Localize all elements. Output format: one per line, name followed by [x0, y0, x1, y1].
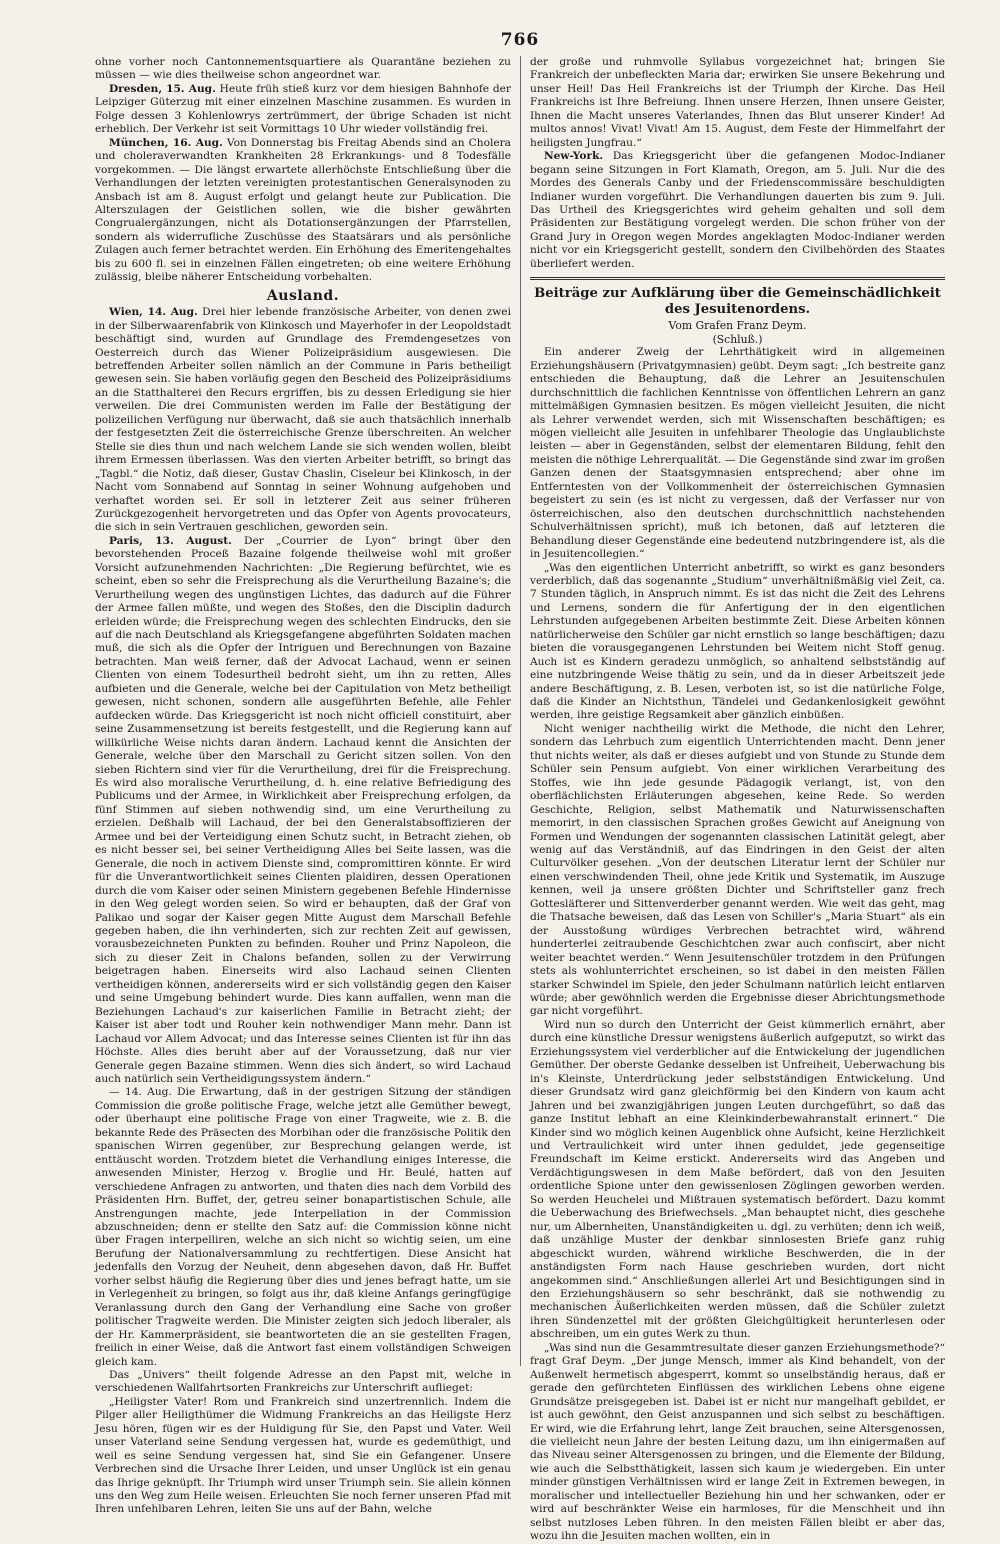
- news-item-univers: Das „Univers“ theilt folgende Adresse an den Papst mit, welche in verschiedenen Wallfahrtsorten Frankreichs zur Unterschrift auflieget:: [95, 1368, 511, 1395]
- page-number: 766: [500, 30, 540, 50]
- left-column: [95, 56, 520, 1516]
- article-author: Vom Grafen Franz Deym.: [668, 319, 807, 333]
- news-item-muenchen: [95, 137, 511, 285]
- news-item-paris-14: — 14. Aug. Die Erwartung, daß in der gestrigen Sitzung der ständigen Commission die große politische Frage, welche jetzt alle Gemüther bewegt, oder überhaupt eine politische Frage von einer Tragweite, wie z. B. die bekannte Rede des Präsecten des Morbihan oder die französische Politik den spanischen Wirren gegenüber, zur Besprechung gelangen werde, ist enttäuscht worden. Trotzdem bietet die Verhandlung einiges Interesse, die anwesenden Minister, Herzog v. Broglie und Hr. Beulé, hatten auf verschiedene Anfragen zu antworten, und thaten dies nach dem Vorbild des Präsidenten Hrn. Buffet, der, getreu seiner bonapartistischen Schule, alle Anstrengungen machte, jede Interpellation in der Commission abzuschneiden; denn er stellte den Satz auf: die Commission könne nicht über Fragen interpelliren, welche an sich nicht so wichtig seien, um eine Berufung der Nationalversammlung zu rechtfertigen. Diese Ansicht hat jedenfalls den Vorzug der Neuheit, denn abgesehen davon, daß Hr. Buffet vorher selbst häufig die Regierung über dies und jenes befragt hatte, um sie in Verlegenheit zu bringen, so folgt aus ihr, daß kleine Anfangs geringfügige Veranlassung durch den Gang der Verhandlung eine Sache von großer politischer Tragweite werden. Die Minister zeigten sich jedoch liberaler, als der Hr. Kammerpräsident, sie beantworteten die an sie gestellten Fragen, freilich in einer Weise, daß die Antwort fast einem vollständigen Schweigen gleich kam.: [95, 1086, 511, 1368]
- section-heading-ausland: Ausland.: [266, 287, 340, 304]
- dateline-wien: Wien, 14. Aug.: [109, 306, 198, 319]
- news-text-dresden: Heute früh stieß kurz vor dem hiesigen Bahnhofe der Leipziger Güterzug mit einer einzelnen Maschine zusammen. Es wurden in Folge dessen 3 Kohlenlowrys zertrümmert, der übrige Schaden ist nicht erheblich. Der Verkehr ist seit Vormittags 10 Uhr wieder vollständig frei.: [95, 82, 511, 136]
- article-paragraph: Wird nun so durch den Unterricht der Geist kümmerlich ernährt, aber durch eine künstliche Dressur wenigstens äußerlich aufgeputzt, so wirkt das Erziehungssystem viel verderblicher auf die Entwickelung der jugendlichen Gemüther. Der oberste Gedanke desselben ist Unfreiheit, Ueberwachung bis in's Kleinste, Unterdrückung jeder selbstständigen Entwickelung. Und dieser Grundsatz wird ganz gleichförmig bei den Kindern von kaum acht Jahren und bei zwanzigjährigen jungen Leuten durchgeführt, so daß das ganze Institut lebhaft an eine Kleinkinderbewahranstalt erinnert.“ Die Kinder sind wo möglich keinen Augenblick ohne Aufsicht, keine Herzlichkeit und Vertraulichkeit wird unter ihnen geduldet, jede gegenseitige Freundschaft im Keime erstickt. Andererseits wird das Angeben und Verdächtigungswesen in dem Maße befördert, daß von den Jesuiten ordentliche Spione unter den gewissenlosen Zöglingen geworben werden. So werden Heuchelei und Mißtrauen systematisch befördert. Dazu kommt die Ueberwachung des Briefwechsels. „Man behauptet nicht, dies geschehe nur, um Albernheiten, Unanständigkeiten u. dgl. zu verhüten; denn ich weiß, daß unzählige Muster der denkbar sinnlosesten Briefe ganz ruhig abgeschickt wurden, während wirkliche Beschwerden, die in der anständigsten Form nach Hause geschrieben wurden, dort nicht angekommen sind.“ Anschließungen allerlei Art und Besichtigungen sind in den Erziehungshäusern so sehr beschränkt, daß sie nothwendig zu mechanischen Äußerlichkeiten werden müssen, daß die Schüler zuletzt ihren Sündenzettel mit der größten Gleichgültigkeit herunterlesen oder abschreiben, um ein gutes Werk zu thun.: [530, 1018, 945, 1341]
- address-to-pope: „Heiligster Vater! Rom und Frankreich sind unzertrennlich. Indem die Pilger aller Heiligthümer die Widmung Frankreichs an das Heiligste Herz Jesu hören, fügen wir es der Huldigung für Sie, den Papst und Vater. Weil unser Vaterland seine Sendung vergessen hat, wurde es gedemüthigt, und weil es seine Sendung vergessen hat, sind Sie ein Gefangener. Unsere Verbrechen sind die Ursache Ihrer Leiden, und unser Unglück ist ein genau das Ihrige geknüpft. Ihr Triumph wird unser Triumph sein. Sie allein können uns den Weg zum Heile weisen. Erleuchten Sie noch ferner unseren Pfad mit Ihren unfehlbaren Lehren, leiten Sie uns auf der Bahn, welche: [95, 1395, 511, 1516]
- section-divider: [530, 277, 945, 280]
- text-columns: [95, 56, 945, 1543]
- continued-paragraph: ohne vorher noch Cantonnementsquartiere als Quarantäne beziehen zu müssen — wie dies theilweise schon angeordnet war.: [95, 56, 511, 82]
- right-column: [520, 56, 945, 1543]
- news-item-newyork: [530, 150, 945, 271]
- news-text-muenchen: Von Donnerstag bis Freitag Abends sind an Cholera und choleraverwandten Krankheiten 28 Erkrankungs- und 8 Todesfälle vorgekommen. — Die längst erwartete allerhöchste Entschließung über die Verhandlungen der letzten vereinigten protestantischen Generalsynoden zu Ansbach ist am 8. August erfolgt und gelangt heute zur Publication. Die Alterszulagen der Geistlichen sollen, wie die bisher gewährten Congrualergänzungen, nicht als Dotationsergänzungen der Pfarrstellen, sondern als widerrufliche Zuschüsse des Staatsärars und als persönliche Zulagen auch ferner betrachtet werden. Ein Erhöhung des Emeritengehaltes bis zu 600 fl. sei in einzelnen Fällen eingetreten; ob eine weitere Erhöhung zulässig, bleibe näherer Entscheidung vorbehalten.: [95, 136, 512, 284]
- news-item-wien: [95, 306, 511, 535]
- dateline-dresden: Dresden, 15. Aug.: [109, 82, 216, 95]
- article-note: (Schluß.): [712, 332, 763, 346]
- article-paragraph: Ein anderer Zweig der Lehrthätigkeit wird in allgemeinen Erziehungshäusern (Privatgymnasien) geübt. Deym sagt: „Ich bestreite ganz entschieden die Behauptung, daß die Lehrer an Jesuitenschulen durchschnittlich die fachlichen Kenntnisse von öffentlichen Lehrern an ganz mittelmäßigen Gymnasien besitzen. Es mögen vielleicht Jesuiten, die nicht als Lehrer verwendet werden, sich mit Wissenschaften beschäftigen; es mögen vielleicht alle Jesuiten in unfehlbarer Theologie das Unglaublichste leisten — aber in Gegenständen, selbst der elementaren Bildung, fehlt den meisten die nöthige Lehrerqualität. — Die Gegenstände sind zwar im großen Ganzen denen der Staatsgymnasien entsprechend; aber ohne im Entferntesten von der Vollkommenheit der österreichischen Gymnasien begeistert zu sein (es ist nicht zu vergessen, daß der Verfasser nur von österreichischen, also den deutschen durchschnittlich nachstehenden Schulverhältnissen spricht), muß ich betonen, daß auf letzteren die Behandlung dieser Gegenstände eine bedeutend nutzbringendere ist, als die in Jesuitencollegien.“: [530, 346, 945, 561]
- news-item-dresden: [95, 83, 511, 137]
- article-paragraph: „Was den eigentlichen Unterricht anbetrifft, so wirkt es ganz besonders verderblich, daß das sogenannte „Studium“ unverhältnißmäßig viel Zeit, ca. 7 Stunden täglich, in Anspruch nimmt. Es ist das nicht die Zeit des Lehrens und Lernens, sondern die für Anfertigung der in den eigentlichen Lehrstunden aufgegebenen Arbeiten bestimmte Zeit. Diese Arbeiten können natürlicherweise den Schüler gar nicht ernstlich so lange beschäftigen; dazu bieten die vorausgegangenen Lehrstunden bei Weitem nicht Stoff genug. Auch ist es Kindern geradezu unmöglich, so anhaltend selbstständig auf eine nutzbringende Weise thätig zu sein, und da in dieser Arbeitszeit jede andere Beschäftigung, z. B. Lesen, verboten ist, so ist die natürliche Folge, daß die Kinder an Nichtsthun, Tändelei und Gedankenlosigkeit gewöhnt werden, ihre geistige Regsamkeit aber gänzlich einbüßen.: [530, 561, 945, 722]
- article-paragraph: „Was sind nun die Gesammtresultate dieser ganzen Erziehungsmethode?“ fragt Graf Deym. „Der junge Mensch, immer als Kind behandelt, von der Außenwelt hermetisch abgesperrt, kommt so unselbständig heraus, daß er gerade den gefürchteten Einflüssen des wirklichen Lebens ohne eigene Grundsätze preisgegeben ist. Dabei ist er nicht nur mangelhaft gebildet, er ist auch gewöhnt, den Geist anzuspannen und sich selbst zu beschäftigen. Er wird, wie die Erfahrung lehrt, lange Zeit brauchen, seine Altersgenossen, die vielleicht neun Jahre der besten Leitung dazu, um ihn einigermaßen auf das Niveau seiner Altersgenossen zu bringen, und die Elemente der Bildung, wie auch die Selbstthätigkeit, lassen sich kaum je wiedergeben. Ein unter minder günstigen Verhältnissen wird er lange Zeit in Extremen bewegen, in moralischer und intellectueller Beziehung hin und her schwanken, oder er wird auf beschränkter Weise ein harmloses, für die Menschheit und ihn selbst nutzloses Leben führen. In den meisten Fällen bleibt er aber das, wozu ihn die Jesuiten machen wollten, ein in: [530, 1341, 945, 1543]
- dateline-muenchen: München, 16. Aug.: [109, 136, 223, 149]
- news-text-wien: Drei hier lebende französische Arbeiter, von denen zwei in der Silberwaarenfabrik von Klinkosch und Mayerhofer in der Leopoldstadt beschäftigt sind, wurden auf Grundlage des Fremdengesetzes von Oesterreich durch das Wiener Polizeipräsidium ausgewiesen. Die betreffenden Arbeiter sollen nämlich an der Commune in Paris betheiligt gewesen sein. Sie haben vorläufig gegen den Bescheid des Polizeipräsidiums an die Statthalterei den Recurs ergriffen, bis zu dessen Erledigung sie hier verweilen. Die drei Communisten werden im Falle der Bestätigung der polizeilichen Verfügung nur überwacht, daß sie auch thatsächlich innerhalb der festgesetzten Zeit die österreichische Grenze überschreiten. An welcher Stelle sie dies thun und nach welchem Lande sie sich wenden wollen, bleibt ihrem Ermessen überlassen. Was den vierten Arbeiter betrifft, so bringt das „Tagbl.“ die Notiz, daß dieser, Gustav Chaslin, Ciseleur bei Klinkosch, in der Nacht vom Sonnabend auf Sonntag in seiner Wohnung aufgehoben und verhaftet worden sei. Er soll in letzterer Zeit aus seiner früheren Zurückgezogenheit hervorgetreten und das Opfer von Agents provocateurs, die sich in sein Vertrauen geschlichen, geworden sein.: [95, 306, 511, 534]
- news-item-paris: [95, 535, 511, 1087]
- article-paragraph: Nicht weniger nachtheilig wirkt die Methode, die nicht den Lehrer, sondern das Lehrbuch zum eigentlich Unterrichtenden macht. Denn jener thut nichts weiter, als daß er dieses aufgiebt und von Stunde zu Stunde dem Schüler sein Pensum aufgiebt. Von einer wirklichen Verarbeitung des Stoffes, wie ihn jede gesunde Pädagogik verlangt, ist, von den oberflächlichsten Erläuterungen abgesehen, keine Rede. So werden Geschichte, Religion, selbst Mathematik und Naturwissenschaften memorirt, in den classischen Sprachen großes Gewicht auf Aneignung von Formen und Wendungen der sogenannten classischen Latinität gelegt, aber wenig auf das Verständniß, auf das Eindringen in den Geist der alten Culturvölker gesehen. „Von der deutschen Literatur lernt der Schüler nur einen verschwindenden Theil, ohne jede Kritik und Systematik, im Auszuge kennen, weil ja unsere größten Dichter und Schriftsteller ganz frech Gottesläfterer und Sittenverderber genannt werden. Wie weit das geht, mag die Thatsache beweisen, daß das Lesen von Schiller's „Maria Stuart“ als ein der Ausstoßung würdiges Verbrechen betrachtet wird, während hunderterlei zeitraubende Geschichtchen zwar auch confiscirt, aber nicht weiter beachtet werden.“ Wenn Jesuitenschüler trotzdem in den Prüfungen stets als wohlunterrichtet erscheinen, so ist dabei in den meisten Fällen starker Schwindel im Spiele, den jeder Schulmann natürlich leicht entlarven würde; aber gewöhnlich werden die Ergebnisse dieser Abrichtungsmethode gar nicht vorgeführt.: [530, 722, 945, 1018]
- news-text-newyork: Das Kriegsgericht über die gefangenen Modoc-Indianer begann seine Sitzungen in Fort Klamath, Oregon, am 5. Juli. Nur die des Mordes des Generals Canby und der Friedenscommissäre beschuldigten Indianer wurden vorgeführt. Die Verhandlungen dauerten bis zum 9. Juli. Das Urtheil des Kriegsgerichtes wird geheim gehalten und soll dem Präsidenten zur Bestätigung vorgelegt werden. Die schon früher von der Grand Jury in Oregon wegen Mordes angeklagten Modoc-Indianer werden nicht vor ein Kriegsgericht gestellt, sondern den Civilbehörden des Staates überliefert werden.: [530, 150, 945, 270]
- dateline-newyork: New-York.: [544, 150, 604, 163]
- article-title: Beiträge zur Aufklärung über die Gemeinschädlichkeit des Jesuitenordens.: [534, 286, 941, 317]
- news-text-paris: Der „Courrier de Lyon“ bringt über den bevorstehenden Proceß Bazaine folgende theilweise wohl mit großer Vorsicht aufzunehmenden Nachrichten: „Die Regierung befürchtet, wie es scheint, eben so sehr die Freisprechung als die Verurtheilung Bazaine's; die Verurtheilung wegen des ungünstigen Lichtes, das dadurch auf die Führer der Armee fallen müßte, und wegen des Stoßes, den die Disciplin dadurch erleiden würde; die Freisprechung wegen des schlechten Eindrucks, den sie auf die nach Deutschland als Kriegsgefangene abgeführten Soldaten machen muß, die sich als die Opfer der Intriguen und Berechnungen von Bazaine betrachten. Man weiß ferner, daß der Advocat Lachaud, wenn er seinen Clienten von einem Todesurtheil bedroht sieht, um ihn zu retten, Alles aufbieten und die Generale, welche bei der Capitulation von Metz betheiligt gewesen, nicht schonen, sondern alle ausgeführten Befehle, alle Fehler aufdecken würde. Das Kriegsgericht ist noch nicht officiell constituirt, aber seine Zusammensetzung ist bereits festgestellt, und die Regierung kann auf willkürliche Weise nichts daran ändern. Lachaud kennt die Ansichten der Generale, welche über den Marschall zu Gericht sitzen sollen. Von den sieben Richtern sind vier für die Verurtheilung, drei für die Freisprechung. Es wird also moralische Verurtheilung, d. h. eine relative Befriedigung des Publicums und der Armee, in Wirklichkeit aber Freisprechung erfolgen, da fünf Stimmen auf sieben nothwendig sind, um eine Verurtheilung zu erzielen. Deßhalb will Lachaud, der bei den Generalstabsoffizieren der Armee und bei der Verteidigung einen Schutz sucht, in Betracht ziehen, ob es nicht besser sei, bei seiner Vertheidigung Alles bei Seite lassen, was die Generale, die noch in activem Dienste sind, compromittiren könnte. Er wird für die Unverantwortlichkeit seines Clienten plaidiren, dessen Operationen durch die vom Kaiser oder seinen Ministern gegebenen Befehle Hindernisse in den Weg gelegt worden seien. So wird er behaupten, daß der Graf von Palikao und sogar der Kaiser gegen Mitte August dem Marschall Befehle gegeben haben, die ihn verhinderten, sich zur rechten Zeit auf gewissen, vorausbezeichneten Punkten zu befinden. Rouher und Prinz Napoleon, die sich zu dieser Zeit in Chalons befanden, sollen zu der Verwirrung beigetragen haben. Einerseits wird also Lachaud seinen Clienten vertheidigen können, andererseits wird er sich vollständig gegen den Kaiser und seine Umgebung behindert wurde. Dies kann auffallen, wenn man die Beziehungen Lachaud's zur kaiserlichen Familie in Betracht zieht; der Kaiser ist aber todt und Rouher kein nothwendiger Mann mehr. Dann ist Lachaud vor Allem Advocat; und das Interesse seines Clienten ist für ihn das Höchste. Alles dies beruht aber auf der Voraussetzung, daß nur vier Generale gegen Bazaine stimmen. Wenn dies sich ändert, so wird Lachaud auch natürlich sein Vertheidigungssystem ändern.“: [95, 534, 511, 1085]
- address-continuation: der große und ruhmvolle Syllabus vorgezeichnet hat; bringen Sie Frankreich der unbefleckten Maria dar; erwirken Sie unsere Bekehrung und unser Heil! Das Heil Frankreichs ist der Triumph der Kirche. Das Heil Frankreichs ist Ihre Befreiung. Ihnen unsere Herzen, Ihnen unsere Geister, Ihnen die Macht unseres Vaterlandes, Ihnen das Blut unserer Kinder! Ad multos annos! Vivat! Vivat! Am 15. August, dem Feste der Himmelfahrt der heiligsten Jungfrau.“: [530, 56, 945, 149]
- dateline-paris: Paris, 13. August.: [109, 534, 232, 547]
